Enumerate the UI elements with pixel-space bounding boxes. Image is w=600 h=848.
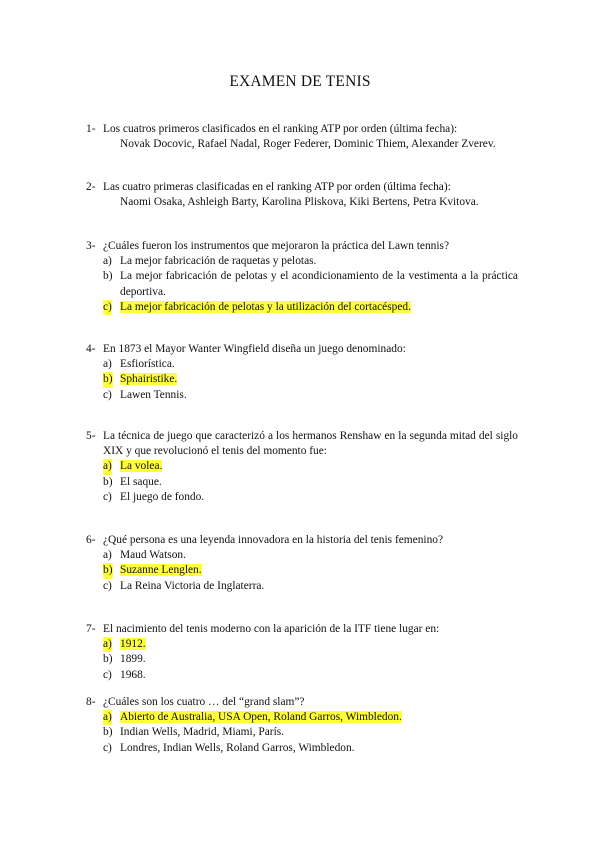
option-c [86, 741, 518, 756]
option-text: Maud Watson. [120, 549, 186, 562]
option-letter: c) [103, 668, 112, 681]
option-letter: a) [103, 710, 112, 725]
question-2 [86, 180, 518, 210]
option-text: Esfiorística. [120, 358, 175, 371]
question-4 [86, 342, 518, 403]
option-letter: c) [103, 300, 112, 315]
option-text: 1899. [120, 653, 146, 666]
question-number: 3- [86, 240, 96, 252]
option-letter: b) [103, 653, 113, 666]
option-text: La mejor fabricación de pelotas y el acondicionamiento de la vestimenta a la práctica deportiva. [120, 270, 518, 298]
option-letter: c) [103, 741, 112, 754]
option-b [86, 269, 518, 299]
option-a [86, 357, 518, 372]
option-text: Indian Wells, Madrid, Miami, París. [120, 726, 285, 739]
option-a-correct [86, 710, 518, 725]
option-c [86, 388, 518, 403]
option-letter: c) [103, 579, 112, 592]
option-text: Londres, Indian Wells, Roland Garros, Wimbledon. [120, 741, 355, 754]
option-a-correct [86, 637, 518, 652]
option-text-highlighted: 1912. [120, 638, 146, 651]
option-letter: c) [103, 490, 112, 503]
question-text: ¿Cuáles son los cuatro … del “grand slam”? [103, 696, 305, 708]
option-text: El saque. [120, 475, 162, 488]
question-7 [86, 622, 518, 683]
option-b-correct [86, 563, 518, 578]
option-text-highlighted: Abierto de Australia, USA Open, Roland Garros, Wimbledon. [120, 711, 402, 724]
option-letter: a) [103, 358, 112, 371]
option-text: El juego de fondo. [120, 490, 205, 503]
question-answer: Naomi Osaka, Ashleigh Barty, Karolina Pliskova, Kiki Bertens, Petra Kvitova. [120, 196, 479, 209]
option-b-correct [86, 372, 518, 387]
option-c [86, 490, 518, 505]
option-b [86, 475, 518, 490]
option-b [86, 725, 518, 740]
question-3 [86, 239, 518, 315]
question-text: ¿Cuáles fueron los instrumentos que mejoraron la práctica del Lawn tennis? [103, 240, 450, 252]
question-text: En 1873 el Mayor Wanter Wingfield diseña un juego denominado: [103, 343, 406, 355]
option-letter: b) [103, 270, 113, 283]
option-a [86, 548, 518, 563]
exam-title: EXAMEN DE TENIS [229, 73, 371, 90]
question-number: 4- [86, 343, 96, 355]
option-letter: b) [103, 726, 113, 739]
option-letter: a) [103, 255, 112, 268]
option-a [86, 254, 518, 269]
question-5 [86, 429, 518, 505]
option-text: La Reina Victoria de Inglaterra. [120, 579, 265, 592]
question-answer: Novak Docovic, Rafael Nadal, Roger Federer, Dominic Thiem, Alexander Zverev. [120, 138, 496, 151]
option-text: La mejor fabricación de raquetas y pelotas. [120, 255, 317, 268]
option-letter: b) [103, 563, 113, 578]
option-a-correct [86, 459, 518, 474]
option-letter: b) [103, 475, 113, 488]
option-c [86, 668, 518, 683]
option-letter: c) [103, 388, 112, 401]
question-text: El nacimiento del tenis moderno con la aparición de la ITF tiene lugar en: [103, 623, 440, 635]
option-letter: b) [103, 372, 113, 387]
option-letter: a) [103, 637, 112, 652]
option-letter: a) [103, 459, 112, 474]
question-number: 7- [86, 623, 96, 635]
option-text: 1968. [120, 668, 146, 681]
question-8 [86, 695, 518, 756]
question-number: 6- [86, 534, 96, 546]
option-text-highlighted: La mejor fabricación de pelotas y la utilización del cortacésped. [120, 300, 411, 313]
option-b [86, 652, 518, 667]
question-number: 8- [86, 696, 96, 708]
question-6 [86, 533, 518, 594]
question-number: 2- [86, 181, 96, 193]
option-letter: a) [103, 549, 112, 562]
option-text-highlighted: Suzanne Lenglen. [120, 564, 202, 577]
option-text-highlighted: La volea. [120, 460, 163, 473]
question-text: Las cuatro primeras clasificadas en el ranking ATP por orden (última fecha): [103, 181, 451, 193]
option-c-correct [86, 300, 518, 315]
question-text: La técnica de juego que caracterizó a los hermanos Renshaw en la segunda mitad del siglo XIX y que revolucionó el tenis del momento fue: [103, 430, 518, 458]
question-1 [86, 122, 518, 152]
question-number: 1- [86, 123, 96, 135]
option-c [86, 579, 518, 594]
option-text: Lawen Tennis. [120, 388, 187, 401]
question-number: 5- [86, 430, 96, 442]
question-text: ¿Qué persona es una leyenda innovadora en la historia del tenis femenino? [103, 534, 444, 546]
option-text-highlighted: Sphairistike. [120, 373, 178, 386]
question-text: Los cuatros primeros clasificados en el ranking ATP por orden (última fecha): [103, 123, 458, 135]
